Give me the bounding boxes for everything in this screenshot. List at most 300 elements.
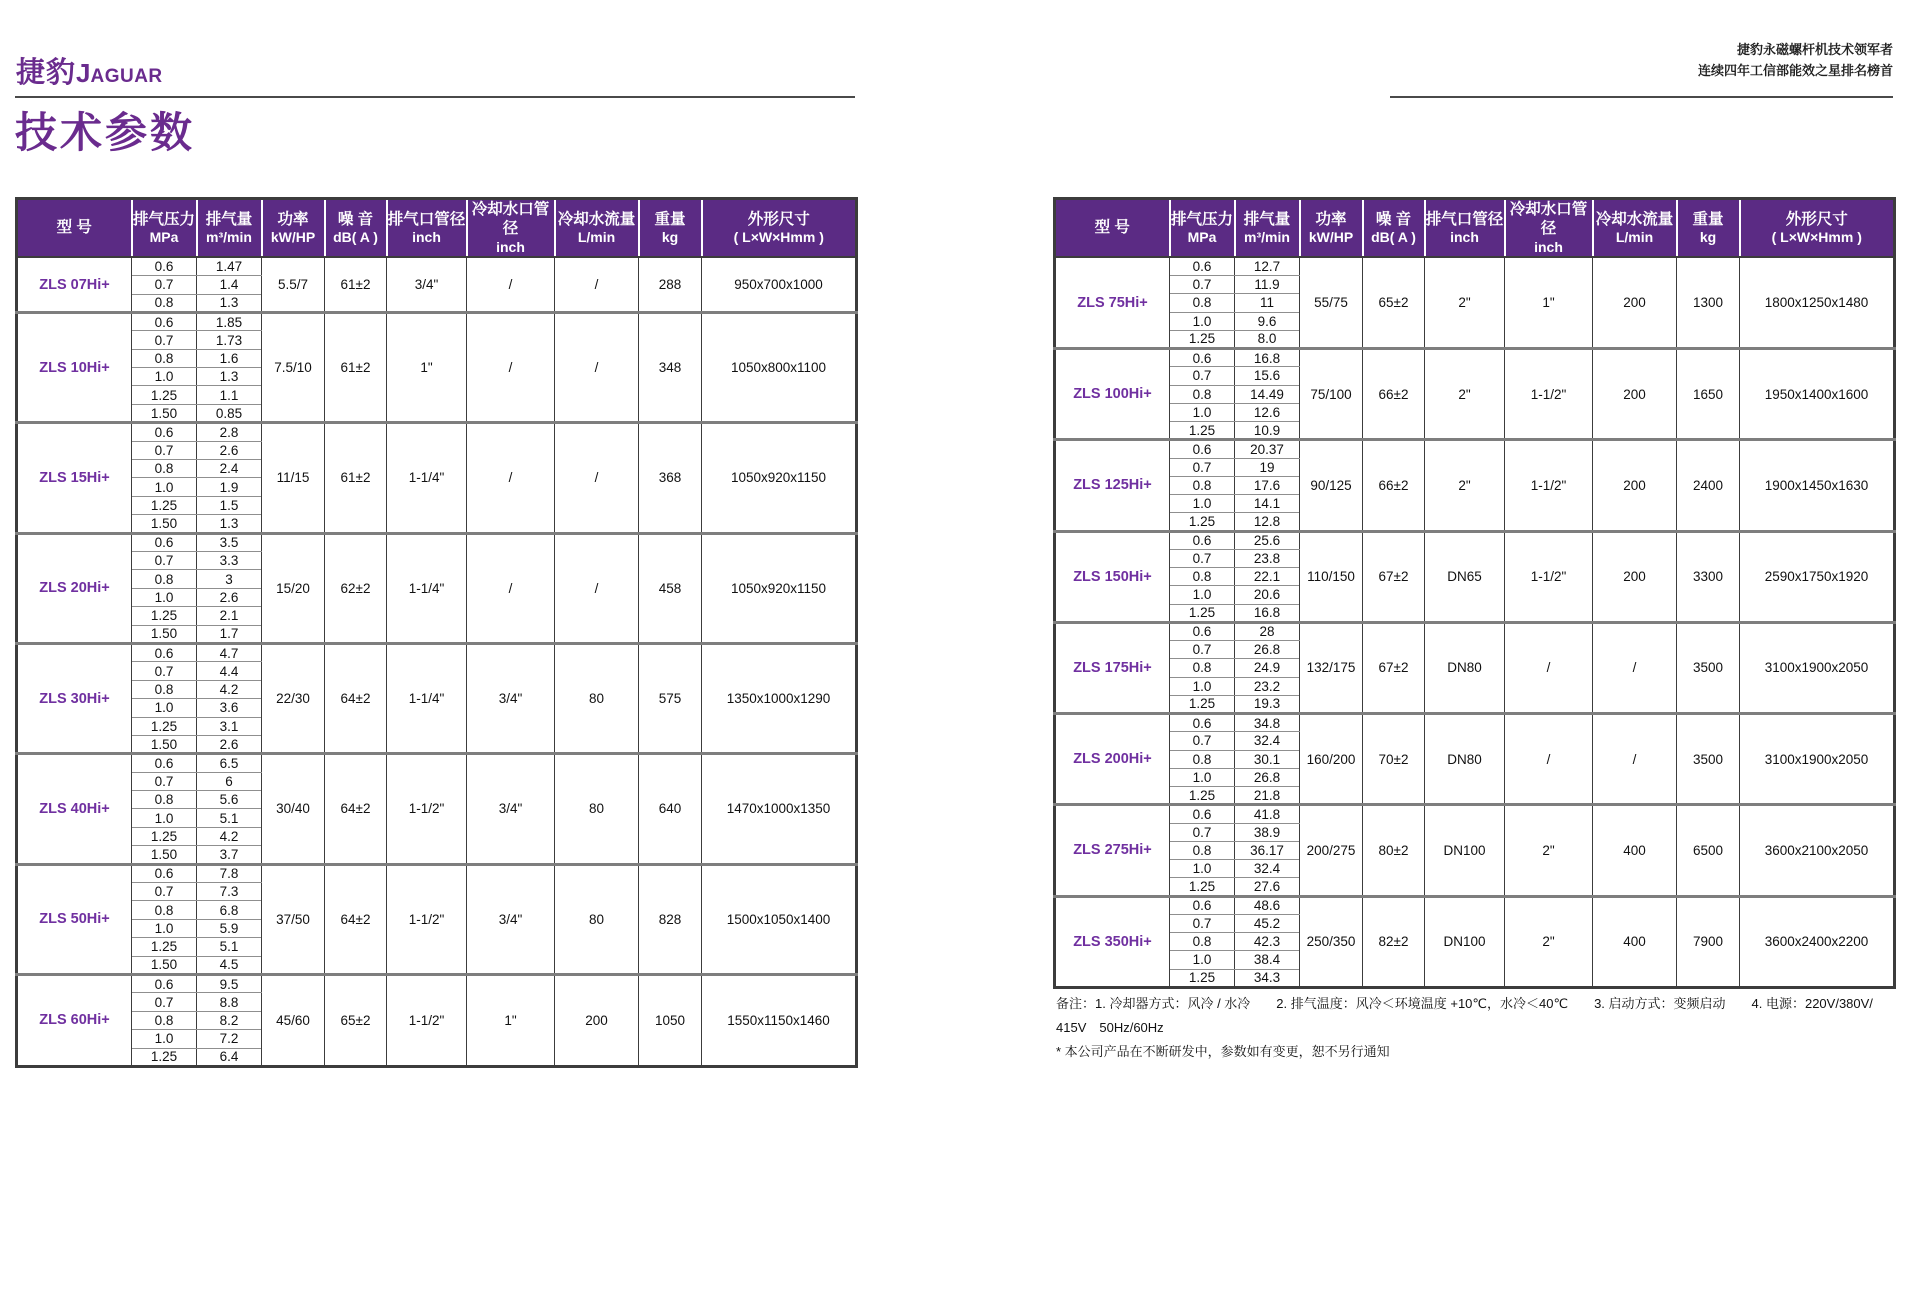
pressure-value: 0.6: [1170, 440, 1235, 458]
displacement-value: 42.3: [1235, 933, 1300, 951]
model-cell: ZLS 150Hi+: [1055, 531, 1170, 622]
cooling-port-cell: /: [467, 257, 555, 312]
model-cell: ZLS 15Hi+: [17, 423, 132, 533]
model-cell: ZLS 07Hi+: [17, 257, 132, 312]
col-header-3: 功率 kW/HP: [1300, 199, 1363, 258]
noise-cell: 67±2: [1363, 622, 1425, 713]
col-header-0: 型 号: [17, 199, 132, 258]
discharge-port-cell: DN80: [1425, 714, 1505, 805]
dimensions-cell: 1470x1000x1350: [702, 754, 857, 864]
weight-cell: 348: [639, 312, 702, 422]
discharge-port-cell: DN80: [1425, 622, 1505, 713]
displacement-value: 17.6: [1235, 476, 1300, 494]
pressure-value: 0.8: [1170, 294, 1235, 312]
power-cell: 250/350: [1300, 896, 1363, 987]
model-cell: ZLS 275Hi+: [1055, 805, 1170, 896]
pressure-value: 1.50: [132, 846, 197, 864]
discharge-port-cell: 1-1/2": [387, 864, 467, 974]
dimensions-cell: 1050x920x1150: [702, 533, 857, 643]
cooling-flow-cell: /: [555, 533, 639, 643]
cooling-port-cell: 1-1/2": [1505, 349, 1593, 440]
displacement-value: 16.8: [1235, 349, 1300, 367]
noise-cell: 61±2: [325, 257, 387, 312]
weight-cell: 368: [639, 423, 702, 533]
footer-notes: [1056, 992, 1896, 1064]
displacement-value: 6: [197, 772, 262, 790]
left-spec-table: [15, 197, 858, 1068]
displacement-value: 48.6: [1235, 896, 1300, 914]
displacement-value: 27.6: [1235, 878, 1300, 896]
noise-cell: 65±2: [1363, 257, 1425, 348]
displacement-value: 5.6: [197, 791, 262, 809]
displacement-value: 3: [197, 570, 262, 588]
pressure-value: 1.25: [132, 1048, 197, 1066]
page-title: 技术参数: [15, 109, 196, 156]
displacement-value: 1.47: [197, 257, 262, 275]
cooling-flow-cell: 80: [555, 643, 639, 753]
displacement-value: 20.37: [1235, 440, 1300, 458]
displacement-value: 3.7: [197, 846, 262, 864]
displacement-value: 8.2: [197, 1011, 262, 1029]
noise-cell: 66±2: [1363, 349, 1425, 440]
dimensions-cell: 3100x1900x2050: [1740, 622, 1895, 713]
cooling-port-cell: /: [467, 423, 555, 533]
pressure-value: 0.6: [1170, 257, 1235, 275]
dimensions-cell: 1350x1000x1290: [702, 643, 857, 753]
pressure-value: 0.7: [1170, 549, 1235, 567]
cooling-flow-cell: 200: [1593, 531, 1677, 622]
col-header-1: 排气压力 MPa: [132, 199, 197, 258]
pressure-value: 0.6: [1170, 714, 1235, 732]
displacement-value: 15.6: [1235, 367, 1300, 385]
displacement-value: 20.6: [1235, 586, 1300, 604]
pressure-value: 0.8: [1170, 750, 1235, 768]
pressure-value: 0.7: [132, 331, 197, 349]
pressure-value: 1.50: [132, 515, 197, 533]
displacement-value: 5.1: [197, 938, 262, 956]
col-header-0: 型 号: [1055, 199, 1170, 258]
pressure-value: 1.0: [132, 919, 197, 937]
notes-line2: * 本公司产品在不断研发中，参数如有变更，恕不另行通知: [1056, 1044, 1390, 1060]
weight-cell: 3300: [1677, 531, 1740, 622]
displacement-value: 12.6: [1235, 403, 1300, 421]
displacement-value: 4.2: [197, 680, 262, 698]
notes-line1: 备注：1. 冷却器方式：风冷 / 水冷 2. 排气温度：风冷＜环境温度 +10℃，水冷＜40℃ 3. 启动方式：变频启动 4. 电源：220V/380V/ 415V 50Hz/60Hz: [1056, 996, 1873, 1036]
pressure-value: 0.6: [132, 312, 197, 330]
power-cell: 132/175: [1300, 622, 1363, 713]
pressure-value: 1.25: [1170, 969, 1235, 987]
pressure-value: 0.8: [132, 791, 197, 809]
noise-cell: 65±2: [325, 974, 387, 1066]
displacement-value: 2.4: [197, 460, 262, 478]
jaguar-logo: [16, 50, 163, 91]
pressure-value: 1.25: [132, 827, 197, 845]
pressure-value: 0.7: [132, 276, 197, 294]
displacement-value: 38.9: [1235, 823, 1300, 841]
logo-en-initial: J: [76, 58, 91, 88]
spec-table: [15, 197, 858, 1068]
col-header-7: 冷却水流量 L/min: [555, 199, 639, 258]
pressure-value: 0.6: [132, 754, 197, 772]
weight-cell: 1050: [639, 974, 702, 1066]
noise-cell: 70±2: [1363, 714, 1425, 805]
pressure-value: 0.7: [1170, 823, 1235, 841]
displacement-value: 4.5: [197, 956, 262, 974]
cooling-port-cell: 2": [1505, 805, 1593, 896]
discharge-port-cell: 1-1/2": [387, 974, 467, 1066]
pressure-value: 1.0: [1170, 586, 1235, 604]
pressure-value: 1.50: [132, 735, 197, 753]
displacement-value: 24.9: [1235, 659, 1300, 677]
model-cell: ZLS 30Hi+: [17, 643, 132, 753]
displacement-value: 5.1: [197, 809, 262, 827]
displacement-value: 0.85: [197, 404, 262, 422]
pressure-value: 1.25: [132, 386, 197, 404]
pressure-value: 0.8: [1170, 933, 1235, 951]
displacement-value: 38.4: [1235, 951, 1300, 969]
pressure-value: 1.25: [132, 496, 197, 514]
displacement-value: 1.7: [197, 625, 262, 643]
displacement-value: 7.3: [197, 883, 262, 901]
displacement-value: 19: [1235, 458, 1300, 476]
pressure-value: 0.8: [1170, 385, 1235, 403]
weight-cell: 640: [639, 754, 702, 864]
displacement-value: 1.5: [197, 496, 262, 514]
col-header-5: 排气口管径 inch: [1425, 199, 1505, 258]
dimensions-cell: 3600x2100x2050: [1740, 805, 1895, 896]
col-header-9: 外形尺寸 ( L×W×Hmm ): [702, 199, 857, 258]
col-header-2: 排气量 m³/min: [197, 199, 262, 258]
displacement-value: 2.6: [197, 735, 262, 753]
power-cell: 200/275: [1300, 805, 1363, 896]
cooling-flow-cell: 200: [1593, 440, 1677, 531]
cooling-port-cell: 1": [467, 974, 555, 1066]
pressure-value: 0.7: [132, 883, 197, 901]
pressure-value: 0.6: [132, 974, 197, 992]
cooling-flow-cell: 400: [1593, 896, 1677, 987]
spec-row: [17, 533, 857, 551]
pressure-value: 0.6: [132, 533, 197, 551]
displacement-value: 10.9: [1235, 422, 1300, 440]
pressure-value: 0.6: [132, 643, 197, 661]
spec-row: [1055, 714, 1895, 732]
col-header-3: 功率 kW/HP: [262, 199, 325, 258]
pressure-value: 1.25: [1170, 787, 1235, 805]
discharge-port-cell: 1": [387, 312, 467, 422]
col-header-8: 重量 kg: [1677, 199, 1740, 258]
model-cell: ZLS 50Hi+: [17, 864, 132, 974]
displacement-value: 3.3: [197, 552, 262, 570]
pressure-value: 1.0: [132, 699, 197, 717]
pressure-value: 0.7: [132, 993, 197, 1011]
cooling-flow-cell: 200: [1593, 349, 1677, 440]
col-header-4: 噪 音 dB( A ): [1363, 199, 1425, 258]
header-tagline: [1698, 40, 1893, 82]
displacement-value: 6.8: [197, 901, 262, 919]
pressure-value: 1.25: [1170, 878, 1235, 896]
displacement-value: 32.4: [1235, 860, 1300, 878]
cooling-flow-cell: /: [1593, 622, 1677, 713]
pressure-value: 0.6: [1170, 805, 1235, 823]
displacement-value: 19.3: [1235, 695, 1300, 713]
spec-row: [1055, 531, 1895, 549]
spec-row: [1055, 349, 1895, 367]
pressure-value: 0.8: [1170, 476, 1235, 494]
cooling-port-cell: /: [467, 533, 555, 643]
displacement-value: 8.8: [197, 993, 262, 1011]
displacement-value: 5.9: [197, 919, 262, 937]
displacement-value: 2.6: [197, 441, 262, 459]
displacement-value: 1.6: [197, 349, 262, 367]
pressure-value: 0.6: [132, 423, 197, 441]
cooling-flow-cell: 400: [1593, 805, 1677, 896]
model-cell: ZLS 40Hi+: [17, 754, 132, 864]
pressure-value: 1.0: [1170, 951, 1235, 969]
discharge-port-cell: 1-1/4": [387, 643, 467, 753]
col-header-5: 排气口管径 inch: [387, 199, 467, 258]
weight-cell: 1650: [1677, 349, 1740, 440]
cooling-port-cell: 3/4": [467, 754, 555, 864]
dimensions-cell: 2590x1750x1920: [1740, 531, 1895, 622]
pressure-value: 1.25: [1170, 695, 1235, 713]
right-spec-table: [1053, 197, 1896, 989]
pressure-value: 1.25: [132, 607, 197, 625]
displacement-value: 6.4: [197, 1048, 262, 1066]
model-cell: ZLS 10Hi+: [17, 312, 132, 422]
discharge-port-cell: DN100: [1425, 805, 1505, 896]
pressure-value: 1.0: [1170, 403, 1235, 421]
spec-row: [17, 423, 857, 441]
cooling-flow-cell: 200: [555, 974, 639, 1066]
displacement-value: 1.9: [197, 478, 262, 496]
noise-cell: 64±2: [325, 643, 387, 753]
pressure-value: 0.8: [132, 901, 197, 919]
weight-cell: 2400: [1677, 440, 1740, 531]
cooling-port-cell: /: [1505, 622, 1593, 713]
dimensions-cell: 1800x1250x1480: [1740, 257, 1895, 348]
dimensions-cell: 950x700x1000: [702, 257, 857, 312]
spec-row: [1055, 440, 1895, 458]
model-cell: ZLS 60Hi+: [17, 974, 132, 1066]
cooling-flow-cell: /: [555, 257, 639, 312]
weight-cell: 828: [639, 864, 702, 974]
displacement-value: 41.8: [1235, 805, 1300, 823]
pressure-value: 0.7: [1170, 641, 1235, 659]
dimensions-cell: 1950x1400x1600: [1740, 349, 1895, 440]
pressure-value: 1.0: [1170, 768, 1235, 786]
pressure-value: 0.8: [132, 349, 197, 367]
header-rule-left: [15, 96, 855, 98]
power-cell: 45/60: [262, 974, 325, 1066]
pressure-value: 1.50: [132, 956, 197, 974]
pressure-value: 0.8: [132, 294, 197, 312]
discharge-port-cell: 1-1/2": [387, 754, 467, 864]
pressure-value: 1.50: [132, 404, 197, 422]
discharge-port-cell: DN100: [1425, 896, 1505, 987]
power-cell: 160/200: [1300, 714, 1363, 805]
cooling-port-cell: 2": [1505, 896, 1593, 987]
col-header-6: 冷却水口管径 inch: [467, 199, 555, 258]
displacement-value: 12.8: [1235, 513, 1300, 531]
pressure-value: 1.25: [132, 717, 197, 735]
cooling-port-cell: 3/4": [467, 643, 555, 753]
pressure-value: 0.7: [132, 662, 197, 680]
displacement-value: 14.1: [1235, 495, 1300, 513]
displacement-value: 26.8: [1235, 768, 1300, 786]
power-cell: 110/150: [1300, 531, 1363, 622]
cooling-port-cell: 1": [1505, 257, 1593, 348]
displacement-value: 2.1: [197, 607, 262, 625]
pressure-value: 1.0: [132, 478, 197, 496]
weight-cell: 6500: [1677, 805, 1740, 896]
dimensions-cell: 1550x1150x1460: [702, 974, 857, 1066]
pressure-value: 0.7: [132, 772, 197, 790]
power-cell: 37/50: [262, 864, 325, 974]
noise-cell: 61±2: [325, 312, 387, 422]
col-header-7: 冷却水流量 L/min: [1593, 199, 1677, 258]
pressure-value: 0.6: [1170, 896, 1235, 914]
spec-row: [17, 974, 857, 992]
model-cell: ZLS 75Hi+: [1055, 257, 1170, 348]
displacement-value: 1.1: [197, 386, 262, 404]
pressure-value: 0.8: [132, 1011, 197, 1029]
pressure-value: 1.0: [132, 368, 197, 386]
spec-row: [1055, 805, 1895, 823]
spec-row: [17, 754, 857, 772]
displacement-value: 9.5: [197, 974, 262, 992]
displacement-value: 45.2: [1235, 914, 1300, 932]
noise-cell: 64±2: [325, 864, 387, 974]
displacement-value: 3.1: [197, 717, 262, 735]
pressure-value: 0.6: [1170, 531, 1235, 549]
discharge-port-cell: 1-1/4": [387, 533, 467, 643]
noise-cell: 61±2: [325, 423, 387, 533]
col-header-2: 排气量 m³/min: [1235, 199, 1300, 258]
displacement-value: 1.3: [197, 368, 262, 386]
weight-cell: 575: [639, 643, 702, 753]
displacement-value: 26.8: [1235, 641, 1300, 659]
power-cell: 15/20: [262, 533, 325, 643]
power-cell: 22/30: [262, 643, 325, 753]
cooling-flow-cell: 80: [555, 864, 639, 974]
weight-cell: 1300: [1677, 257, 1740, 348]
model-cell: ZLS 20Hi+: [17, 533, 132, 643]
dimensions-cell: 3600x2400x2200: [1740, 896, 1895, 987]
model-cell: ZLS 100Hi+: [1055, 349, 1170, 440]
spec-row: [17, 864, 857, 882]
power-cell: 75/100: [1300, 349, 1363, 440]
spec-row: [17, 257, 857, 275]
pressure-value: 1.0: [1170, 312, 1235, 330]
cooling-flow-cell: /: [1593, 714, 1677, 805]
spec-table: [1053, 197, 1896, 989]
dimensions-cell: 1500x1050x1400: [702, 864, 857, 974]
cooling-flow-cell: 200: [1593, 257, 1677, 348]
pressure-value: 0.7: [132, 441, 197, 459]
displacement-value: 21.8: [1235, 787, 1300, 805]
power-cell: 5.5/7: [262, 257, 325, 312]
displacement-value: 4.7: [197, 643, 262, 661]
displacement-value: 1.3: [197, 294, 262, 312]
pressure-value: 1.0: [1170, 860, 1235, 878]
weight-cell: 7900: [1677, 896, 1740, 987]
cooling-port-cell: 1-1/2": [1505, 440, 1593, 531]
displacement-value: 2.8: [197, 423, 262, 441]
tagline-line2: 连续四年工信部能效之星排名榜首: [1697, 62, 1893, 78]
cooling-flow-cell: /: [555, 423, 639, 533]
power-cell: 7.5/10: [262, 312, 325, 422]
discharge-port-cell: 3/4": [387, 257, 467, 312]
model-cell: ZLS 200Hi+: [1055, 714, 1170, 805]
pressure-value: 0.6: [132, 864, 197, 882]
displacement-value: 22.1: [1235, 568, 1300, 586]
logo-en-rest: AGUAR: [90, 66, 163, 87]
cooling-flow-cell: 80: [555, 754, 639, 864]
col-header-4: 噪 音 dB( A ): [325, 199, 387, 258]
col-header-9: 外形尺寸 ( L×W×Hmm ): [1740, 199, 1895, 258]
discharge-port-cell: DN65: [1425, 531, 1505, 622]
dimensions-cell: 1050x800x1100: [702, 312, 857, 422]
spec-row: [1055, 257, 1895, 275]
pressure-value: 0.6: [1170, 622, 1235, 640]
displacement-value: 6.5: [197, 754, 262, 772]
displacement-value: 23.8: [1235, 549, 1300, 567]
power-cell: 30/40: [262, 754, 325, 864]
cooling-port-cell: /: [467, 312, 555, 422]
discharge-port-cell: 2": [1425, 257, 1505, 348]
dimensions-cell: 1050x920x1150: [702, 423, 857, 533]
pressure-value: 1.25: [1170, 604, 1235, 622]
pressure-value: 1.0: [1170, 495, 1235, 513]
displacement-value: 14.49: [1235, 385, 1300, 403]
pressure-value: 0.8: [132, 680, 197, 698]
displacement-value: 23.2: [1235, 677, 1300, 695]
displacement-value: 11.9: [1235, 276, 1300, 294]
weight-cell: 3500: [1677, 622, 1740, 713]
pressure-value: 1.50: [132, 625, 197, 643]
pressure-value: 0.8: [132, 460, 197, 478]
displacement-value: 2.6: [197, 588, 262, 606]
col-header-1: 排气压力 MPa: [1170, 199, 1235, 258]
spec-row: [1055, 622, 1895, 640]
pressure-value: 0.8: [1170, 841, 1235, 859]
pressure-value: 0.8: [132, 570, 197, 588]
displacement-value: 7.2: [197, 1030, 262, 1048]
displacement-value: 16.8: [1235, 604, 1300, 622]
pressure-value: 1.0: [132, 1030, 197, 1048]
model-cell: ZLS 125Hi+: [1055, 440, 1170, 531]
pressure-value: 0.7: [1170, 367, 1235, 385]
displacement-value: 8.0: [1235, 330, 1300, 348]
noise-cell: 66±2: [1363, 440, 1425, 531]
displacement-value: 9.6: [1235, 312, 1300, 330]
cooling-port-cell: /: [1505, 714, 1593, 805]
displacement-value: 28: [1235, 622, 1300, 640]
dimensions-cell: 3100x1900x2050: [1740, 714, 1895, 805]
displacement-value: 34.8: [1235, 714, 1300, 732]
pressure-value: 0.7: [132, 552, 197, 570]
discharge-port-cell: 2": [1425, 440, 1505, 531]
noise-cell: 64±2: [325, 754, 387, 864]
displacement-value: 1.73: [197, 331, 262, 349]
pressure-value: 1.0: [132, 809, 197, 827]
displacement-value: 34.3: [1235, 969, 1300, 987]
displacement-value: 32.4: [1235, 732, 1300, 750]
discharge-port-cell: 1-1/4": [387, 423, 467, 533]
power-cell: 55/75: [1300, 257, 1363, 348]
displacement-value: 4.4: [197, 662, 262, 680]
pressure-value: 0.7: [1170, 458, 1235, 476]
